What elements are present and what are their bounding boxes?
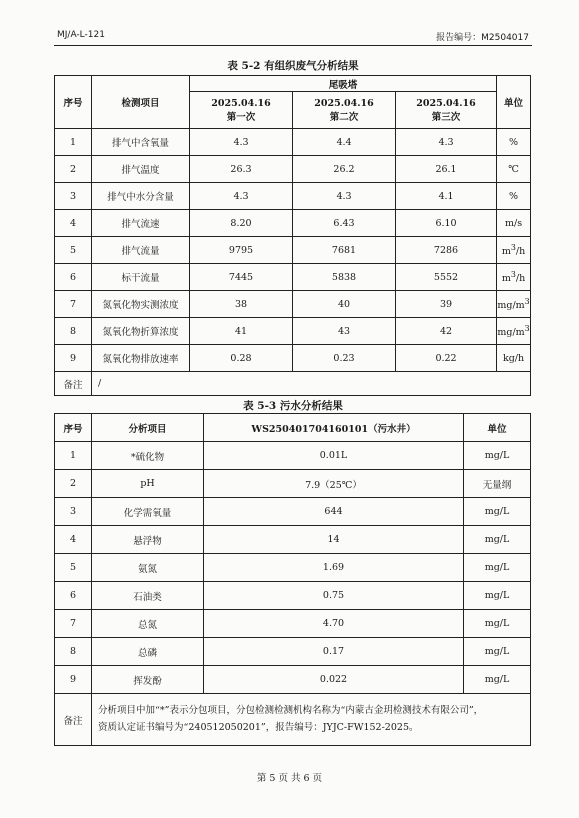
table2-caption: 表 5-3 污水分析结果 [243, 400, 343, 412]
col-header-item: 分析项目 [92, 414, 204, 442]
table-row [55, 582, 531, 610]
unit-base: m [501, 273, 511, 285]
run-date: 2025.04.16 [211, 97, 271, 109]
row-value-2: 40 [293, 291, 396, 318]
row-value-2: 0.23 [293, 345, 396, 372]
doc-code: MJ/A-L-121 [57, 30, 105, 40]
remark-line-1: 分析项目中加“*”表示分包项目，分包检测检测机构名称为“内蒙古金玥检测技术有限公司”， [98, 704, 484, 716]
unit-base: mg/m [497, 327, 525, 339]
unit-tail: /h [515, 273, 526, 285]
row-value-2: 43 [293, 318, 396, 345]
page-header [57, 30, 529, 43]
row-seq: 6 [55, 264, 92, 291]
row-unit: mg/L [464, 554, 531, 582]
col-header-seq: 序号 [55, 414, 92, 442]
table1-caption: 表 5-2 有组织废气分析结果 [227, 60, 359, 72]
row-value: 1.69 [204, 554, 464, 582]
remark-row [55, 372, 531, 396]
header-rule [54, 45, 532, 46]
row-value-3: 5552 [396, 264, 497, 291]
row-value-1: 4.3 [190, 183, 293, 210]
row-item: 氮氧化物实测浓度 [92, 291, 190, 318]
col-header-item: 检测项目 [92, 76, 190, 129]
row-value-2: 6.43 [293, 210, 396, 237]
row-unit: mg/L [464, 526, 531, 554]
wastewater-table [54, 413, 531, 746]
col-header-unit: 单位 [497, 76, 531, 129]
row-item: 排气流量 [92, 237, 190, 264]
row-seq: 1 [55, 129, 92, 156]
row-item: 氮氧化物折算浓度 [92, 318, 190, 345]
row-value-1: 4.3 [190, 129, 293, 156]
row-unit [497, 237, 531, 264]
table-row [55, 291, 531, 318]
row-value-1: 26.3 [190, 156, 293, 183]
row-item: 化学需氧量 [92, 498, 204, 526]
row-item: pH [92, 470, 204, 498]
row-value-3: 42 [396, 318, 497, 345]
unit-sup: 3 [524, 323, 530, 333]
row-value-3: 6.10 [396, 210, 497, 237]
row-value-3: 0.22 [396, 345, 497, 372]
row-unit [497, 264, 531, 291]
col-header-run-3 [396, 92, 497, 129]
col-header-run-1 [190, 92, 293, 129]
row-value: 644 [204, 498, 464, 526]
report-number: 报告编号：M2504017 [436, 33, 529, 43]
row-item: 排气温度 [92, 156, 190, 183]
row-seq: 2 [55, 156, 92, 183]
row-unit: mg/L [464, 666, 531, 694]
table-row [55, 554, 531, 582]
row-unit: m/s [497, 210, 531, 237]
table-row [55, 156, 531, 183]
row-seq: 8 [55, 638, 92, 666]
row-unit [497, 318, 531, 345]
unit-sup: 3 [524, 296, 530, 306]
row-unit: ℃ [497, 156, 531, 183]
row-seq: 7 [55, 291, 92, 318]
row-item: 氨氮 [92, 554, 204, 582]
row-unit [497, 291, 531, 318]
row-unit: mg/L [464, 610, 531, 638]
row-seq: 1 [55, 442, 92, 470]
row-value-3: 4.3 [396, 129, 497, 156]
col-header-run-2 [293, 92, 396, 129]
row-item: 悬浮物 [92, 526, 204, 554]
table-row [55, 442, 531, 470]
row-seq: 7 [55, 610, 92, 638]
row-unit: mg/L [464, 638, 531, 666]
col-header-seq: 序号 [55, 76, 92, 129]
run-label: 第三次 [431, 111, 461, 123]
table-row [55, 183, 531, 210]
row-item: 氮氧化物排放速率 [92, 345, 190, 372]
row-item: 排气中水分含量 [92, 183, 190, 210]
unit-tail: /h [515, 246, 526, 258]
row-value-1: 41 [190, 318, 293, 345]
row-unit: kg/h [497, 345, 531, 372]
table-row [55, 345, 531, 372]
row-value-3: 26.1 [396, 156, 497, 183]
row-unit: 无量纲 [464, 470, 531, 498]
row-unit: mg/L [464, 582, 531, 610]
row-seq: 4 [55, 526, 92, 554]
row-value-3: 39 [396, 291, 497, 318]
row-value-1: 9795 [190, 237, 293, 264]
row-seq: 9 [55, 666, 92, 694]
row-value-1: 38 [190, 291, 293, 318]
table-row [55, 210, 531, 237]
remark-row [55, 694, 531, 746]
row-unit: mg/L [464, 498, 531, 526]
row-value-1: 0.28 [190, 345, 293, 372]
row-unit: % [497, 183, 531, 210]
remark-label: 备注 [55, 372, 92, 396]
row-value: 0.17 [204, 638, 464, 666]
row-seq: 9 [55, 345, 92, 372]
unit-base: m [501, 246, 511, 258]
table-row [55, 666, 531, 694]
row-item: 排气中含氧量 [92, 129, 190, 156]
row-item: 标干流量 [92, 264, 190, 291]
page-number: 第 5 页 共 6 页 [256, 773, 323, 784]
row-value: 0.75 [204, 582, 464, 610]
row-value: 14 [204, 526, 464, 554]
row-seq: 5 [55, 237, 92, 264]
remark-line-2: 资质认定证书编号为“240512050201”，报告编号：JYJC-FW152-2025。 [98, 721, 419, 733]
row-value: 7.9（25℃） [204, 470, 464, 498]
table-row [55, 498, 531, 526]
run-date: 2025.04.16 [416, 97, 476, 109]
table-row [55, 526, 531, 554]
unit-sup: 3 [510, 269, 516, 279]
row-value-3: 7286 [396, 237, 497, 264]
row-item: 挥发酚 [92, 666, 204, 694]
remark-value: / [92, 372, 531, 396]
row-value: 4.70 [204, 610, 464, 638]
table-row [55, 318, 531, 345]
row-value: 0.01L [204, 442, 464, 470]
row-value-1: 8.20 [190, 210, 293, 237]
row-value-3: 4.1 [396, 183, 497, 210]
row-unit: mg/L [464, 442, 531, 470]
unit-sup: 3 [510, 242, 516, 252]
table-row [55, 264, 531, 291]
row-seq: 3 [55, 183, 92, 210]
table-row [55, 129, 531, 156]
row-item: 总磷 [92, 638, 204, 666]
row-value-2: 4.3 [293, 183, 396, 210]
row-seq: 5 [55, 554, 92, 582]
row-seq: 8 [55, 318, 92, 345]
row-seq: 2 [55, 470, 92, 498]
row-unit: % [497, 129, 531, 156]
run-date: 2025.04.16 [314, 97, 374, 109]
remark-note [92, 694, 531, 746]
unit-base: mg/m [497, 300, 525, 312]
table-row [55, 237, 531, 264]
col-header-sample: WS250401704160101（污水井） [204, 414, 464, 442]
waste-gas-table [54, 75, 531, 396]
row-value-2: 26.2 [293, 156, 396, 183]
row-item: 总氮 [92, 610, 204, 638]
row-value: 0.022 [204, 666, 464, 694]
row-value-1: 7445 [190, 264, 293, 291]
row-seq: 4 [55, 210, 92, 237]
table-row [55, 470, 531, 498]
table-row [55, 638, 531, 666]
table-row [55, 610, 531, 638]
row-seq: 6 [55, 582, 92, 610]
run-label: 第一次 [226, 111, 256, 123]
run-label: 第二次 [329, 111, 359, 123]
row-item: *硫化物 [92, 442, 204, 470]
row-item: 排气流速 [92, 210, 190, 237]
row-item: 石油类 [92, 582, 204, 610]
remark-label: 备注 [55, 694, 92, 746]
row-value-2: 4.4 [293, 129, 396, 156]
row-value-2: 7681 [293, 237, 396, 264]
col-header-unit: 单位 [464, 414, 531, 442]
row-value-2: 5838 [293, 264, 396, 291]
row-seq: 3 [55, 498, 92, 526]
col-header-group: 尾吸塔 [190, 76, 497, 92]
